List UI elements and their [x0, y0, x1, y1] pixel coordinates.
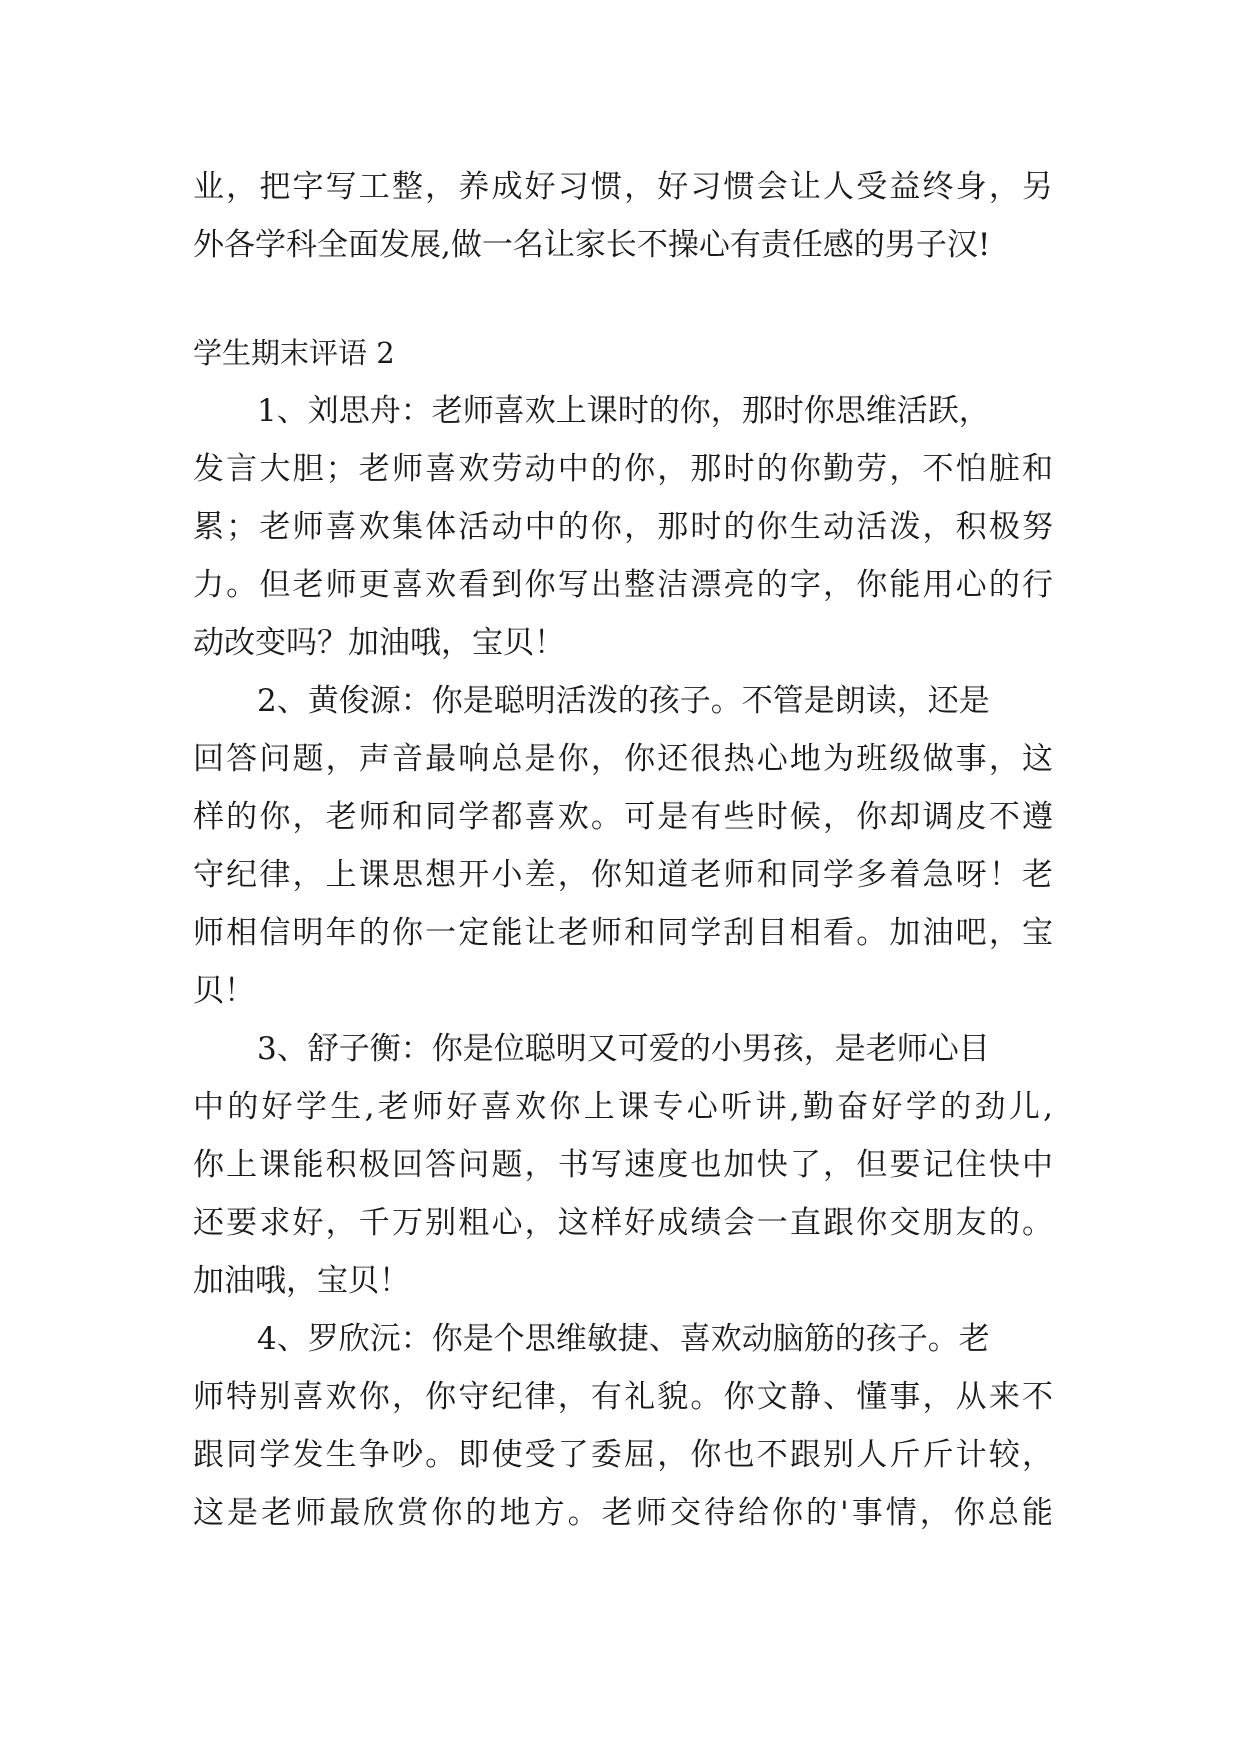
text-line: 这是老师最欣赏你的地方。老师交待给你的'事情，你总能 — [193, 1495, 1053, 1531]
text-line: 4、罗欣沅：你是个思维敏捷、喜欢动脑筋的孩子。老 — [257, 1321, 990, 1357]
section-title: 学生期末评语 2 — [193, 336, 395, 370]
text-line: 累；老师喜欢集体活动中的你，那时的你生动活泼，积极努 — [193, 509, 1053, 545]
text-line: 守纪律，上课思想开小差，你知道老师和同学多着急呀！老 — [193, 857, 1053, 893]
text-line: 3、舒子衡：你是位聪明又可爱的小男孩，是老师心目 — [257, 1031, 990, 1067]
document-body — [193, 158, 1053, 1542]
text-line: 1、刘思舟：老师喜欢上课时的你，那时你思维活跃， — [257, 393, 990, 429]
text-line: 回答问题，声音最响总是你，你还很热心地为班级做事，这 — [193, 741, 1053, 777]
text-line: 还要求好，千万别粗心，这样好成绩会一直跟你交朋友的。 — [193, 1205, 1053, 1241]
text-line: 力。但老师更喜欢看到你写出整洁漂亮的字，你能用心的行 — [193, 567, 1053, 603]
comment-2 — [193, 672, 1053, 1020]
text-line: 你上课能积极回答问题，书写速度也加快了，但要记住快中 — [193, 1147, 1053, 1183]
text-line: 动改变吗？加油哦，宝贝！ — [193, 625, 565, 661]
text-line: 业，把字写工整，养成好习惯，好习惯会让人受益终身，另 — [193, 169, 1053, 205]
spacer — [193, 274, 1053, 324]
text-line: 外各学科全面发展,做一名让家长不操心有责任感的男子汉! — [193, 227, 991, 263]
text-line: 师相信明年的你一定能让老师和同学刮目相看。加油吧，宝 — [193, 915, 1053, 951]
text-line: 跟同学发生争吵。即使受了委屈，你也不跟别人斤斤计较， — [193, 1437, 1053, 1473]
text-line: 2、黄俊源：你是聪明活泼的孩子。不管是朗读，还是 — [257, 683, 990, 719]
comment-3 — [193, 1020, 1053, 1310]
text-line: 样的你，老师和同学都喜欢。可是有些时候，你却调皮不遵 — [193, 799, 1053, 835]
text-line: 师特别喜欢你，你守纪律，有礼貌。你文静、懂事，从来不 — [193, 1379, 1053, 1415]
text-line: 发言大胆；老师喜欢劳动中的你，那时的你勤劳，不怕脏和 — [193, 451, 1053, 487]
text-line: 贝！ — [193, 973, 255, 1009]
text-line: 中的好学生,老师好喜欢你上课专心听讲,勤奋好学的劲儿, — [193, 1089, 1053, 1125]
comment-4 — [193, 1310, 1053, 1542]
comment-1 — [193, 382, 1053, 672]
intro-paragraph — [193, 158, 1053, 274]
text-line: 加油哦，宝贝！ — [193, 1263, 410, 1299]
